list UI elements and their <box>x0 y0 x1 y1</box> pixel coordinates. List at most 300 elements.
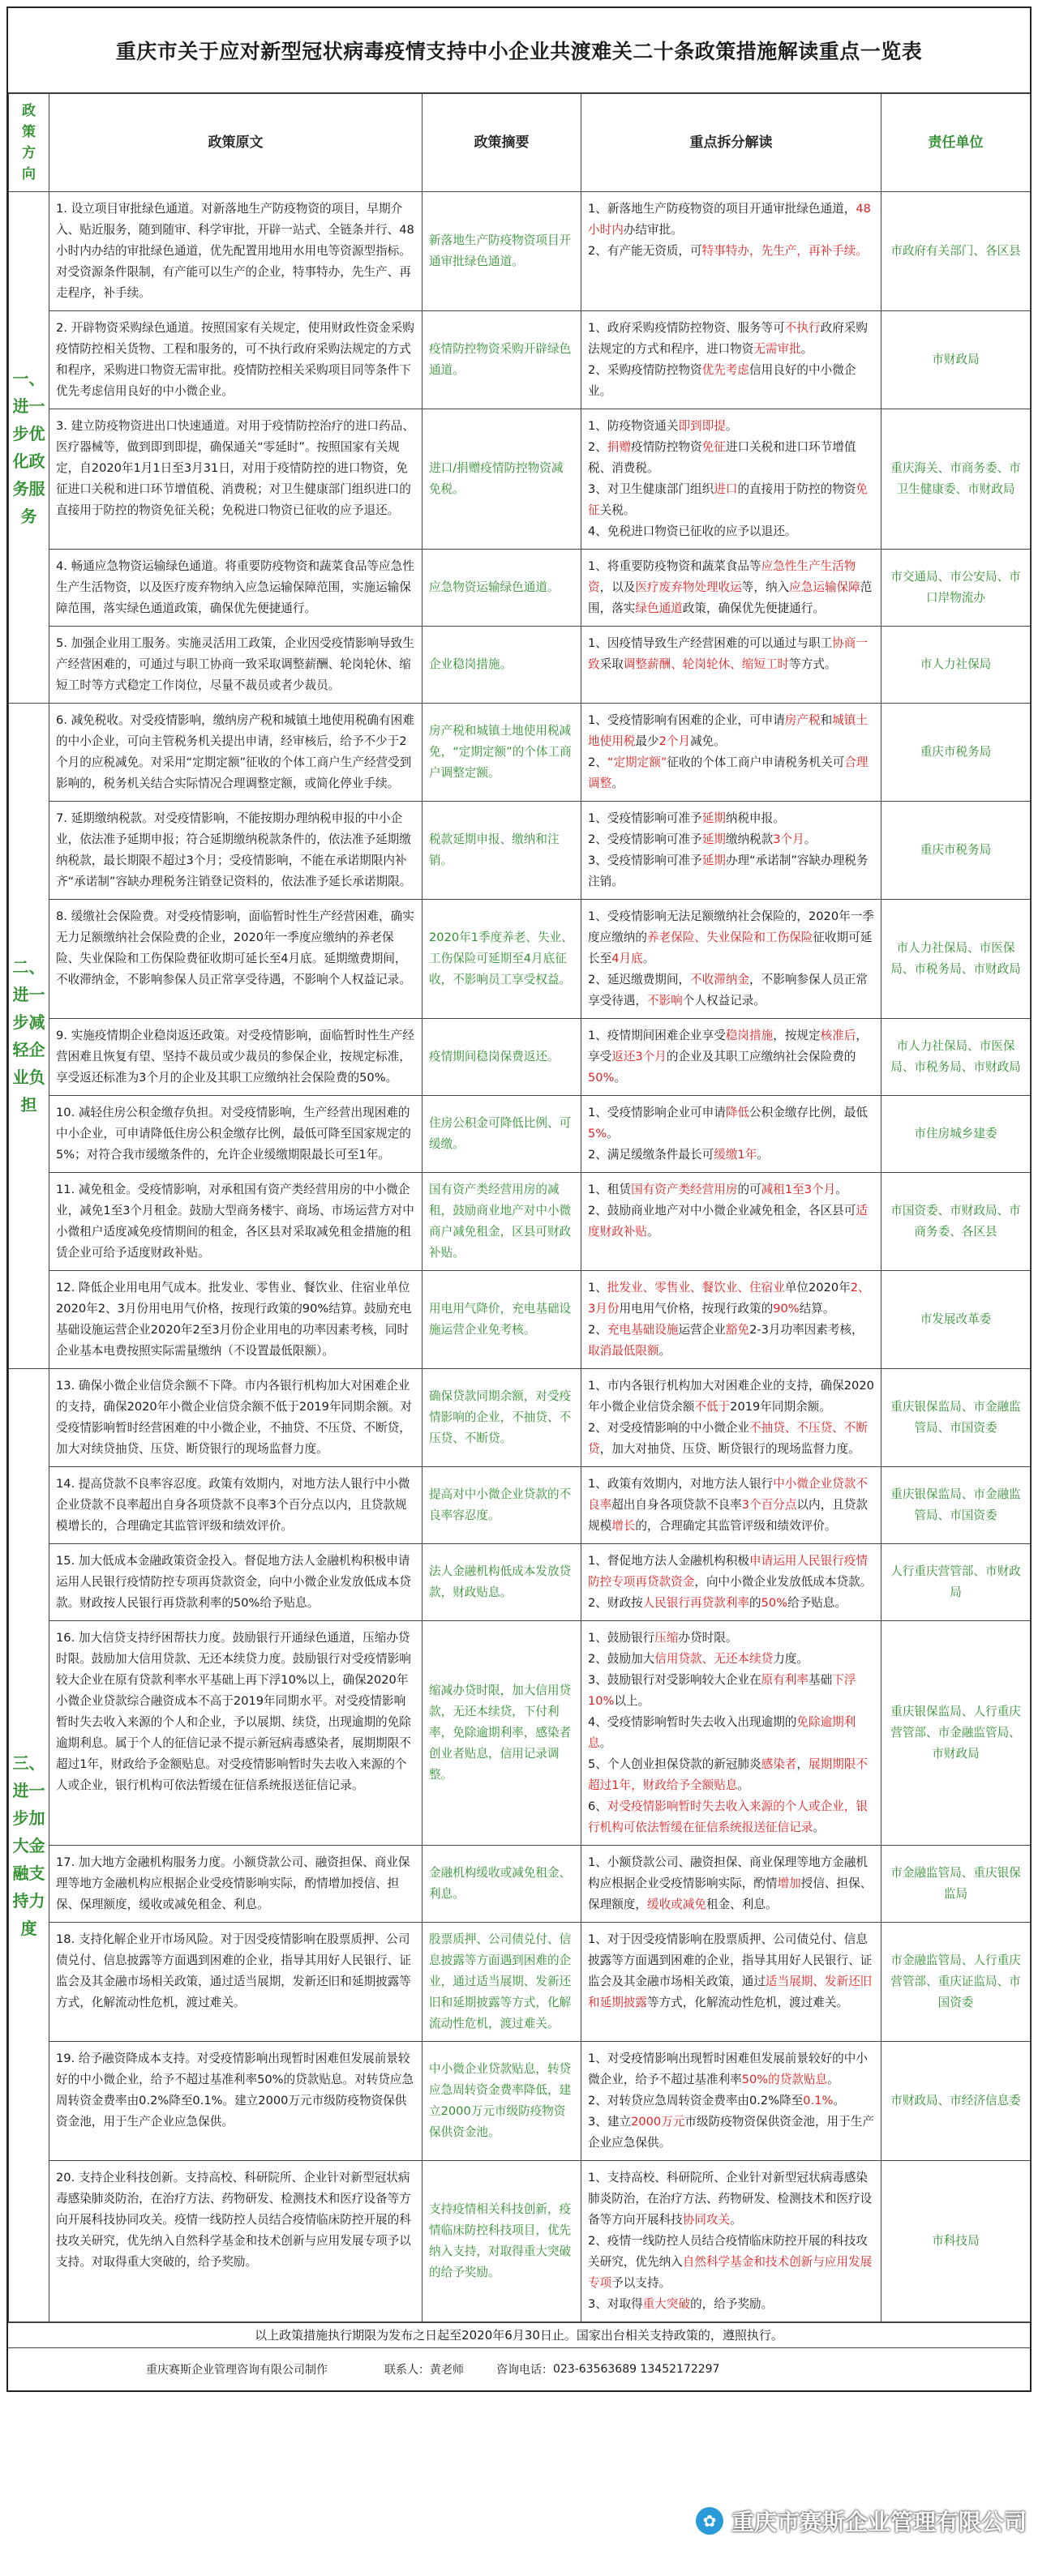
split-line <box>588 241 874 262</box>
split-text: 。 <box>658 1344 671 1358</box>
policy-original-text: 12. 降低企业用电用气成本。批发业、零售业、餐饮业、住宿业单位2020年2、3月份用电用气价格，按现行政策的90%结算。鼓励充电基础设施运营企业2020年2至3月份企业用电的功率因素考核，同时企业基本电费按照实际需量缴纳（不设置最低限额）。 <box>49 1271 422 1369</box>
policy-table-sheet <box>6 6 1032 2392</box>
responsible-unit: 人行重庆营管部、市财政局 <box>881 1544 1031 1621</box>
watermark-text: 重庆市赛斯企业管理有限公司 <box>731 2509 1027 2535</box>
highlight-text: 豁免 <box>725 1323 750 1337</box>
split-text: 4、免税进口物资已征收的应予以退还。 <box>588 524 797 538</box>
highlight-text: 协同攻关 <box>682 2213 731 2227</box>
highlight-text: 原有利率 <box>761 1673 809 1687</box>
split-text: 办贷时限。 <box>678 1631 738 1645</box>
split-text: 。 <box>757 1148 769 1162</box>
policy-original-text: 3. 建立防疫物资进出口快速通道。对用于疫情防控治疗的进口药品、医疗器械等，做到即到即提，确保通关“零延时”。按照国家有关规定，自2020年1月1日至3月31日，对用于疫情防控的进口物资，免征进口关税和进口环节增值税、消费税；对卫生健康部门组织进口的直接用于防控的物资免征关税；免税进口物资已征收的应予退还。 <box>49 409 422 550</box>
policy-split-reading <box>581 1467 881 1544</box>
highlight-text: 0.1% <box>803 2094 834 2107</box>
split-text: 2、疫情一线防控人员结合疫情临床防控开展的科技攻关研究，优先纳入 <box>588 2234 868 2269</box>
split-text: 3、鼓励银行对受影响较大企业在 <box>588 1673 761 1687</box>
split-text: 和 <box>820 713 833 727</box>
split-text: 3、对卫生健康部门组织 <box>588 482 714 496</box>
highlight-text: 不抽贷、不压贷、不断贷 <box>588 1421 868 1456</box>
policy-split-reading <box>581 1271 881 1369</box>
split-line <box>588 906 874 969</box>
responsible-unit: 重庆银保监局、人行重庆营管部、市金融监管局、市财政局 <box>881 1621 1031 1846</box>
policy-split-reading <box>581 1096 881 1173</box>
policy-split-reading <box>581 1173 881 1271</box>
highlight-text: 2个月 <box>658 734 691 748</box>
policy-split-reading <box>581 1846 881 1923</box>
highlight-text: 取消最低限额 <box>588 1344 659 1358</box>
highlight-text: 绿色通道 <box>635 601 683 615</box>
split-text: 进口关税和进口环节增值税、消费税。 <box>588 440 856 475</box>
policy-summary: 应急物资运输绿色通道。 <box>422 550 581 627</box>
highlight-text: 不影响 <box>646 994 683 1008</box>
policy-original-text: 17. 加大地方金融机构服务力度。小额贷款公司、融资担保、商业保理等地方金融机构应根据企业受疫情影响实际，酌情增加授信、担保、保理额度，缓收或减免租金、利息。 <box>49 1846 422 1923</box>
split-text: 用电用气价格，按现行政策的 <box>619 1302 774 1316</box>
footer <box>8 2347 1030 2390</box>
split-text: 1、受疫情影响有困难的企业，可申请 <box>588 713 785 727</box>
policy-split-reading <box>581 409 881 550</box>
split-text: 2、受疫情影响可准予 <box>588 832 702 846</box>
split-text: 1、 <box>588 1281 607 1294</box>
split-text: ，加大对抽贷、压贷、断贷银行的现场监督力度。 <box>599 1442 860 1456</box>
split-text: 市级防疫物资保供资金池，用于生产企业应急保供。 <box>588 2115 874 2150</box>
split-text: 关税。 <box>599 503 636 517</box>
highlight-text: 缓缴1年 <box>714 1148 757 1162</box>
policy-summary: 确保贷款同期余额，对受疫情影响的企业，不抽贷、不压贷、不断贷。 <box>422 1369 581 1467</box>
responsible-unit: 重庆海关、市商务委、市卫生健康委、市财政局 <box>881 409 1031 550</box>
responsible-unit: 市住房城乡建委 <box>881 1096 1031 1173</box>
split-text: 减免。 <box>690 734 726 748</box>
split-text: 3、对取得 <box>588 2297 643 2311</box>
policy-summary: 税款延期申报、缴纳和注销。 <box>422 802 581 900</box>
split-text: 。 <box>800 342 813 356</box>
policy-summary: 股票质押、公司债兑付、信息披露等方面遇到困难的企业，通过适当展期、发新还旧和延期披露等方式，化解流动性危机，渡过难关。 <box>422 1923 581 2042</box>
split-text: 疫情防控物资 <box>631 440 702 454</box>
policy-original-text: 7. 延期缴纳税款。对受疫情影响，不能按期办理纳税申报的中小企业，依法准予延期申报；符合延期缴纳税款条件的，依法准予延期缴纳税款，最长期限不超过3个月；受疫情影响，不能在承诺期限内补齐“承诺制”容缺办理税务注销登记资料的，依法准予延长承诺期限。 <box>49 802 422 900</box>
responsible-unit: 市政府有关部门、各区县 <box>881 192 1031 311</box>
split-line <box>588 1712 874 1754</box>
table-row <box>9 311 1031 409</box>
responsible-unit: 重庆市税务局 <box>881 802 1031 900</box>
highlight-text: 优先考虑 <box>701 363 750 377</box>
split-text: 个人权益记录。 <box>682 994 766 1008</box>
split-line <box>588 360 874 402</box>
footer-tel: 023-63563689 13452172297 <box>553 2363 720 2376</box>
split-line <box>588 479 874 521</box>
split-text: 1、因疫情导致生产经营困难的可以通过与职工 <box>588 636 833 650</box>
split-text: ，不影响参保人员正常享受待遇， <box>588 973 868 1008</box>
table-row <box>9 1846 1031 1923</box>
table-row <box>9 1019 1031 1096</box>
table-row <box>9 1621 1031 1846</box>
split-line <box>588 1200 874 1243</box>
split-text: 的，合理确定其监管评级和绩效评价。 <box>635 1519 837 1533</box>
highlight-text: 调整薪酬、轮岗轮休、缩短工时 <box>623 657 790 671</box>
split-line <box>588 1277 874 1320</box>
highlight-text: 进口 <box>714 482 738 496</box>
policy-table <box>8 93 1031 2322</box>
split-line <box>588 556 874 619</box>
split-text: 运营企业 <box>678 1323 726 1337</box>
policy-split-reading <box>581 2042 881 2161</box>
split-text: 1、防疫物资通关 <box>588 419 679 433</box>
split-text: 公积金缴存比例，最低 <box>749 1106 868 1119</box>
split-line <box>588 1102 874 1145</box>
split-text: 办结审批。 <box>623 223 683 237</box>
highlight-text: 延期 <box>701 854 726 867</box>
highlight-text: 2、3月份 <box>588 1281 870 1316</box>
split-line <box>588 1796 874 1838</box>
split-line <box>588 1852 874 1915</box>
table-row <box>9 550 1031 627</box>
table-row <box>9 409 1031 550</box>
highlight-text: 延期 <box>701 811 726 825</box>
split-text: 力度。 <box>773 1652 809 1666</box>
header-direction: 政策方向 <box>9 94 49 192</box>
policy-split-reading <box>581 2161 881 2322</box>
split-text: 超出自身各项贷款不良率 <box>611 1498 742 1512</box>
highlight-text: 无需审批 <box>753 342 801 356</box>
highlight-text: 48小时内 <box>588 202 871 237</box>
split-text: 5、个人创业担保贷款的新冠肺炎 <box>588 1757 761 1771</box>
split-text: 1、市内各银行机构加大对困难企业的支持，确保2020年小微企业信贷余额 <box>588 1379 874 1414</box>
policy-split-reading <box>581 1923 881 2042</box>
table-row <box>9 802 1031 900</box>
split-text: 2、对转贷应急周转资金费率由0.2%降至 <box>588 2094 804 2107</box>
policy-original-text: 15. 加大低成本金融政策资金投入。督促地方法人金融机构积极申请运用人民银行疫情防控专项再贷款资金，向中小微企业发放低成本贷款。财政按人民银行再贷款利率的50%给予贴息。 <box>49 1544 422 1621</box>
split-text: 等，纳入 <box>741 580 790 594</box>
split-text: 2、 <box>588 1323 607 1337</box>
highlight-text: 50%的贷款贴息 <box>741 2073 828 2086</box>
split-line <box>588 808 874 829</box>
highlight-text: 3个百分点 <box>741 1498 797 1512</box>
highlight-text: 对受疫情影响暂时失去收入来源的个人或企业，银行机构可依法暂缓在征信系统报送征信记录 <box>588 1799 868 1834</box>
header-summary: 政策摘要 <box>422 94 581 192</box>
policy-original-text: 14. 提高贷款不良率容忍度。政策有效期内，对地方法人银行中小微企业贷款不良率超出自身各项贷款不良率3个百分点以内，且贷款规模增长的，合理确定其监管评级和绩效评价。 <box>49 1467 422 1544</box>
split-line <box>588 752 874 794</box>
split-text: 2、采购疫情防控物资 <box>588 363 702 377</box>
policy-summary: 疫情防控物资采购开辟绿色通道。 <box>422 311 581 409</box>
split-text: 1、督促地方法人金融机构积极 <box>588 1554 750 1568</box>
split-text: 4、受疫情影响暂时失去收入出现逾期的 <box>588 1715 797 1729</box>
highlight-text: 压缩 <box>654 1631 679 1645</box>
policy-original-text: 20. 支持企业科技创新。支持高校、科研院所、企业针对新型冠状病毒感染肺炎防治，在治疗方法、药物研发、检测技术和医疗设备等方向开展科技协同攻关。疫情一线防控人员结合疫情临床防控开展的科技攻关研究，优先纳入自然科学基金和技术创新与应用发展专项予以支持。对取得重大突破的，给予奖励。 <box>49 2161 422 2322</box>
policy-split-reading <box>581 704 881 802</box>
highlight-text: 适当展期、发新还旧和延期披露 <box>588 1975 873 2009</box>
split-text: 的直接用于防控的物资 <box>737 482 856 496</box>
split-text: 1、对受疫情影响出现暂时困难但发展前景较好的中小微企业，给予不超过基准利率 <box>588 2052 868 2086</box>
split-text: 政府采购法规定的方式和程序，进口物资 <box>588 321 868 356</box>
highlight-text: 不收滞纳金 <box>690 973 750 986</box>
policy-original-text: 6. 减免税收。对受疫情影响，缴纳房产税和城镇土地使用税确有困难的中小企业，可向主管税务机关提出申请，经审核后，给予不少于2个月的应税减免。对采用“定期定额”征收的个体工商户生产经营受到影响的，税务机关结合实际情况合理调整定额，或简化停业手续。 <box>49 704 422 802</box>
split-text: 的企业及其职工应缴纳社会保险费的 <box>666 1050 856 1063</box>
split-line <box>588 850 874 892</box>
highlight-text: 协商一致 <box>588 636 868 671</box>
split-text: 1、受疫情影响企业可申请 <box>588 1106 726 1119</box>
table-row <box>9 1271 1031 1369</box>
split-text: 单位2020年 <box>784 1281 851 1294</box>
table-row <box>9 1096 1031 1173</box>
responsible-unit: 重庆银保监局、市金融监管局、市国资委 <box>881 1467 1031 1544</box>
split-text: ，向中小微企业发放低成本贷款。 <box>694 1575 873 1589</box>
split-line <box>588 2167 874 2231</box>
split-text: 信用良好的中小微企业。 <box>588 363 856 398</box>
validity-note: 以上政策措施执行期限为发布之日起至2020年6月30日止。国家出台相关支持政策的，遵照执行。 <box>8 2322 1030 2347</box>
split-text: 政策，确保优先便捷通行。 <box>682 601 825 615</box>
split-line <box>588 2112 874 2154</box>
policy-direction: 二、进一步减轻企业负担 <box>9 704 49 1369</box>
policy-summary: 用电用气降价，充电基础设施运营企业免考核。 <box>422 1271 581 1369</box>
table-row <box>9 627 1031 704</box>
split-text: 3、建立 <box>588 2115 632 2129</box>
policy-summary: 支持疫情相关科技创新，疫情临床防控科技项目，优先纳入支持，对取得重大突破的给予奖励。 <box>422 2161 581 2322</box>
highlight-text: 中小微企业贷款不良率 <box>588 1477 868 1512</box>
split-text: 以内，且贷款规模 <box>588 1498 868 1533</box>
split-text: 的 <box>749 1596 761 1610</box>
split-text: 结算。 <box>799 1302 835 1316</box>
table-row <box>9 192 1031 311</box>
split-text: 1、租赁 <box>588 1183 632 1196</box>
split-line <box>588 633 874 675</box>
highlight-text: 不执行 <box>784 321 821 335</box>
policy-original-text: 16. 加大信贷支持纾困帮扶力度。鼓励银行开通绿色通道，压缩办贷时限。鼓励加大信用贷款、无还本续贷力度。鼓励银行对受疫情影响较大企业在原有贷款利率水平基础上再下浮10%以上，确保2020年小微企业贷款综合融资成本不高于2019年同期水平。对受疫情影响暂时失去收入来源的个人和企业，予以展期、续贷，出现逾期的免除逾期利息。属于个人的征信记录不提示新冠病毒感染者，展期期限不超过1年，财政给予金额贴息。对受疫情影响暂时失去收入来源的个人或企业，银行机构可依法暂缓在征信系统报送征信记录。 <box>49 1621 422 1846</box>
table-row <box>9 1173 1031 1271</box>
highlight-text: 5% <box>588 1127 607 1140</box>
policy-summary: 疫情期间稳岗保费返还。 <box>422 1019 581 1096</box>
split-text: 1、对于因受疫情影响在股票质押、公司债兑付、信息披露等方面遇到困难的企业，指导其用好人民银行、证监会及其金融市场相关政策，通过 <box>588 1932 873 1988</box>
split-text: 6、 <box>588 1799 607 1813</box>
split-text: 1、将重要防疫物资和蔬菜食品等 <box>588 559 761 573</box>
split-line <box>588 1551 874 1593</box>
highlight-text: 应急运输保障 <box>789 580 860 594</box>
policy-summary: 金融机构缓收或减免租金、利息。 <box>422 1846 581 1923</box>
split-text: 。 <box>611 777 624 790</box>
highlight-text: 批发业、零售业、餐饮业、住宿业 <box>607 1281 785 1294</box>
split-text: 。 <box>614 1071 627 1085</box>
policy-split-reading <box>581 802 881 900</box>
split-line <box>588 437 874 479</box>
split-text: ，以及 <box>599 580 636 594</box>
split-line <box>588 1754 874 1796</box>
highlight-text: 增长 <box>611 1519 636 1533</box>
split-line <box>588 1649 874 1670</box>
highlight-text: 自然科学基金和技术创新与应用发展专项 <box>588 2255 873 2290</box>
policy-summary: 提高对中小微企业贷款的不良率容忍度。 <box>422 1467 581 1544</box>
highlight-text: 延期 <box>701 832 726 846</box>
split-text: 1、疫情期间困难企业享受 <box>588 1029 726 1042</box>
split-line <box>588 199 874 241</box>
policy-direction: 三、进一步加大金融支持力度 <box>9 1369 49 2322</box>
split-text: 2、鼓励加大 <box>588 1652 655 1666</box>
footer-contact: 联系人：黄老师 <box>384 2364 464 2377</box>
policy-direction: 一、进一步优化政务服务 <box>9 192 49 704</box>
highlight-text: 4月底 <box>611 952 643 965</box>
split-line <box>588 1418 874 1460</box>
responsible-unit: 市金融监管局、人行重庆营管部、重庆证监局、市国资委 <box>881 1923 1031 2042</box>
split-text: 最少 <box>635 734 659 748</box>
policy-summary: 国有资产类经营用房的减租，鼓励商业地产对中小微商户减免租金，区县可财政补贴。 <box>422 1173 581 1271</box>
highlight-text: 减租1至3个月 <box>761 1183 836 1196</box>
split-line <box>588 1474 874 1537</box>
split-text: 2、 <box>588 440 607 454</box>
responsible-unit: 市交通局、市公安局、市口岸物流办 <box>881 550 1031 627</box>
split-text: ， <box>796 1757 809 1771</box>
policy-split-reading <box>581 627 881 704</box>
policy-summary: 2020年1季度养老、失业、工伤保险可延期至4月底征收，不影响员工享受权益。 <box>422 900 581 1019</box>
split-text: 纳税申报。 <box>725 811 785 825</box>
policy-original-text: 2. 开辟物资采购绿色通道。按照国家有关规定，使用财政性资金采购疫情防控相关货物、工程和服务的，可不执行政府采购法规定的方式和程序，采购进口物资无需审批。疫情防控相关采购项目同等条件下优先考虑信用良好的中小微企业。 <box>49 311 422 409</box>
policy-split-reading <box>581 1019 881 1096</box>
highlight-text: 免征 <box>701 440 726 454</box>
split-text: 的，给予奖励。 <box>690 2297 774 2311</box>
split-text: 1、受疫情影响可准予 <box>588 811 702 825</box>
highlight-text: 城镇土地使用税 <box>588 713 868 748</box>
split-text: 的可 <box>737 1183 761 1196</box>
split-text: 2、鼓励商业地产对中小微企业减免租金，各区县可 <box>588 1204 856 1217</box>
split-text: ，享受 <box>588 1029 869 1063</box>
highlight-text: “定期定额” <box>607 755 667 769</box>
split-text: 租金、利息。 <box>706 1898 778 1911</box>
header-original: 政策原文 <box>49 94 422 192</box>
highlight-text: 50% <box>588 1071 615 1085</box>
highlight-text: 缓收或减免 <box>646 1898 706 1911</box>
policy-split-reading <box>581 900 881 1019</box>
split-text: 以上。 <box>614 1694 650 1708</box>
split-text: 2、延迟缴费期间， <box>588 973 691 986</box>
split-text: 等方式。 <box>789 657 837 671</box>
company-logo-icon: ✿ <box>696 2507 723 2535</box>
page-title: 重庆市关于应对新型冠状病毒疫情支持中小企业共渡难关二十条政策措施解读重点一览表 <box>8 8 1030 93</box>
highlight-text: 稳岗措施 <box>725 1029 774 1042</box>
split-text: 。 <box>835 1183 847 1196</box>
responsible-unit: 市财政局 <box>881 311 1031 409</box>
split-line <box>588 1025 874 1089</box>
table-header-row <box>9 94 1031 192</box>
policy-original-text: 19. 给予融资降成本支持。对受疫情影响出现暂时困难但发展前景较好的中小微企业，给予不超过基准利率50%的贷款贴息。对转贷应急周转资金费率由0.2%降至0.1%。建立2000万元市级防疫物资保供资金池，用于生产企业应急保供。 <box>49 2042 422 2161</box>
split-line <box>588 2294 874 2315</box>
split-line <box>588 2090 874 2112</box>
table-row <box>9 1369 1031 1467</box>
table-row <box>9 2161 1031 2322</box>
split-line <box>588 2048 874 2090</box>
split-text: 缴纳税款 <box>725 832 774 846</box>
highlight-text: 2000万元 <box>631 2115 685 2129</box>
policy-summary: 房产税和城镇土地使用税减免，“定期定额”的个体工商户调整定额。 <box>422 704 581 802</box>
policy-original-text: 18. 支持化解企业开市场风险。对于因受疫情影响在股票质押、公司债兑付、信息披露等方面遇到困难的企业，指导其用好人民银行、证监会及其金融市场相关政策，通过适当展期，发新还旧和延期披露等方式，化解流动性危机，渡过难关。 <box>49 1923 422 2042</box>
watermark <box>696 2505 1027 2537</box>
highlight-text: 合理调整 <box>588 755 869 790</box>
split-line <box>588 969 874 1012</box>
split-text: 1、小额贷款公司、融资担保、商业保理等地方金融机构应根据企业受疫情影响实际，酌情 <box>588 1855 868 1890</box>
responsible-unit: 市人力社保局、市医保局、市税务局、市财政局 <box>881 900 1031 1019</box>
split-line <box>588 1376 874 1418</box>
highlight-text: 感染者 <box>761 1757 797 1771</box>
split-text: 征收期可延长至 <box>588 931 873 965</box>
highlight-text: 房产税 <box>784 713 821 727</box>
policy-original-text: 8. 缓缴社会保险费。对受疫情影响，面临暂时性生产经营困难，确实无力足额缴纳社会保险费的企业，2020年一季度应缴纳的养老保险、失业保险和工伤保险费征收期可延长至4月底。延期缴费期间，不收滞纳金，不影响参保人员正常享受待遇，不影响个人权益记录。 <box>49 900 422 1019</box>
policy-summary: 企业稳岗措施。 <box>422 627 581 704</box>
footer-company: 重庆赛斯企业管理咨询有限公司制作 <box>146 2364 328 2377</box>
split-text: 。 <box>737 1778 750 1792</box>
highlight-text: 展期期限不超过1年，财政给予全额贴息 <box>588 1757 868 1792</box>
highlight-text: 重大突破 <box>642 2297 691 2311</box>
split-line <box>588 710 874 752</box>
policy-summary: 新落地生产防疫物资项目开通审批绿色通道。 <box>422 192 581 311</box>
split-line <box>588 1670 874 1712</box>
policy-summary: 进口/捐赠疫情防控物资减免税。 <box>422 409 581 550</box>
split-text: 。 <box>607 1127 619 1140</box>
highlight-text: 降低 <box>725 1106 750 1119</box>
highlight-text: 核准后 <box>820 1029 856 1042</box>
split-text: 等方式，化解流动性危机，渡过难关。 <box>646 1996 849 2009</box>
split-line <box>588 1145 874 1166</box>
table-body <box>9 192 1031 2322</box>
highlight-text: 返还3个月 <box>611 1050 667 1063</box>
policy-split-reading <box>581 1369 881 1467</box>
responsible-unit: 重庆银保监局、市金融监管局、市国资委 <box>881 1369 1031 1467</box>
split-text: 1、支持高校、科研院所、企业针对新型冠状病毒感染肺炎防治，在治疗方法、药物研发、检测技术和医疗设备等方向开展科技 <box>588 2171 873 2227</box>
table-row <box>9 1923 1031 2042</box>
split-text: 。 <box>646 1225 659 1239</box>
highlight-text: 50% <box>761 1596 788 1610</box>
highlight-text: 信用贷款、无还本续贷 <box>654 1652 774 1666</box>
split-text: 。 <box>599 1736 612 1750</box>
table-row <box>9 2042 1031 2161</box>
split-text: 。 <box>804 832 817 846</box>
split-text: 1、政府采购疫情防控物资、服务等可 <box>588 321 785 335</box>
responsible-unit: 市发展改革委 <box>881 1271 1031 1369</box>
responsible-unit: 重庆市税务局 <box>881 704 1031 802</box>
policy-split-reading <box>581 1621 881 1846</box>
split-text: 2、满足缓缴条件最长可 <box>588 1148 714 1162</box>
split-text: 。 <box>813 1821 825 1834</box>
split-line <box>588 1593 874 1614</box>
split-line <box>588 1628 874 1649</box>
highlight-text: 免征 <box>588 482 868 517</box>
highlight-text: 医疗废弃物处理收运 <box>635 580 742 594</box>
split-text: 2-3月功率因素考核， <box>749 1323 864 1337</box>
policy-summary: 住房公积金可降低比例、可缓缴。 <box>422 1096 581 1173</box>
header-split: 重点拆分解读 <box>581 94 881 192</box>
split-line <box>588 1320 874 1362</box>
split-line <box>588 1929 874 2013</box>
table-row <box>9 704 1031 802</box>
highlight-text: 3个月 <box>773 832 804 846</box>
policy-split-reading <box>581 311 881 409</box>
split-text: 基础 <box>809 1673 833 1687</box>
split-text: 1、受疫情影响无法足额缴纳社会保险的，2020年一季度应缴纳的 <box>588 909 874 944</box>
table-row <box>9 1544 1031 1621</box>
policy-original-text: 5. 加强企业用工服务。实施灵活用工政策，企业因受疫情影响导致生产经营困难的，可通过与职工协商一致采取调整薪酬、轮岗轮休、缩短工时等方式稳定工作岗位，尽量不裁员或者少裁员。 <box>49 627 422 704</box>
policy-original-text: 13. 确保小微企业信贷余额不下降。市内各银行机构加大对困难企业的支持，确保2020年小微企业信贷余额不低于2019年同期余额。对受疫情影响暂时经营困难的中小微企业，不抽贷、不压贷、不断贷，加大对续贷抽贷、压贷、断贷银行的现场监督力度。 <box>49 1369 422 1467</box>
split-text: 3、受疫情影响可准予 <box>588 854 702 867</box>
responsible-unit: 市科技局 <box>881 2161 1031 2322</box>
split-text: 。 <box>730 2213 742 2227</box>
split-text: 1、新落地生产防疫物资的项目开通审批绿色通道， <box>588 202 856 216</box>
split-line <box>588 829 874 850</box>
highlight-text: 增加 <box>777 1876 801 1890</box>
split-line <box>588 416 874 437</box>
split-text: 给予贴息。 <box>787 1596 847 1610</box>
table-row <box>9 900 1031 1019</box>
split-line <box>588 318 874 360</box>
header-unit: 责任单位 <box>881 94 1031 192</box>
split-text: 授信、担保、保理额度， <box>588 1876 873 1911</box>
highlight-text: 适度财政补贴 <box>588 1204 868 1239</box>
highlight-text: 捐赠 <box>607 440 632 454</box>
split-text: 。 <box>642 952 655 965</box>
policy-summary: 中小微企业贷款贴息，转贷应急周转资金费率降低，建立2000万元市级防疫物资保供资金池。 <box>422 2042 581 2161</box>
highlight-text: 养老保险、失业保险和工伤保险 <box>646 931 813 944</box>
